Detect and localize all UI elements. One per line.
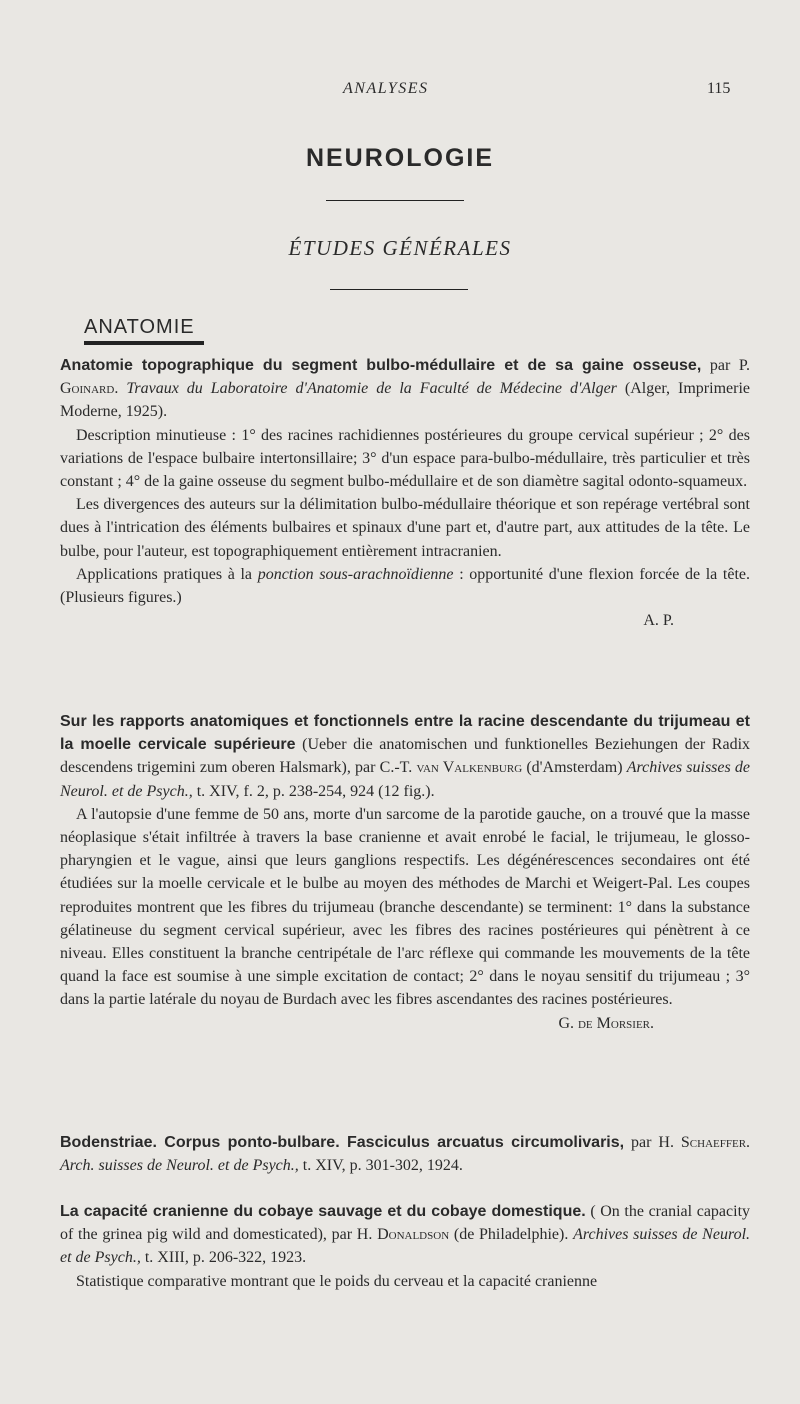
entry-author: Donaldson: [377, 1226, 450, 1244]
paragraph-text: : opportunité d'une flexion forcée de la tête. (Plusieurs figures.): [60, 565, 751, 607]
entry-signature: A. P.: [643, 612, 674, 630]
paragraph: [60, 563, 750, 609]
section-title: NEUROLOGIE: [305, 144, 495, 172]
entry-title: Anatomie topographique du segment bulbo-médullaire et de sa gaine osseuse,: [60, 357, 702, 374]
entry-bodenstriae: [60, 1131, 750, 1177]
entry-reference: (Ueber die anatomischen und funktionelles Beziehungen der Radix descendens trigemini zum oberen Halsmark), par C.-T.: [60, 736, 751, 777]
entry-heading: [60, 354, 750, 424]
page-number: 115: [707, 80, 731, 97]
rubric-underline: [84, 341, 204, 345]
subsection-divider: [330, 289, 468, 290]
subsection-title: ÉTUDES GÉNÉRALES: [288, 236, 512, 260]
entry-publication: (Alger, Imprimerie Moderne, 1925).: [60, 380, 751, 421]
entry-author: Goinard.: [60, 380, 119, 398]
section-divider: [326, 200, 464, 201]
entry-publication: t. XIV, p. 301-302, 1924.: [302, 1157, 463, 1175]
entry-byline: par H.: [631, 1134, 674, 1151]
paragraph-emphasis: ponction sous-arachnoïdienne: [257, 565, 454, 583]
entry-anatomie-topographique: [60, 354, 750, 632]
entry-journal: Archives suisses de Neurol. et de Psych.,: [60, 759, 751, 800]
entry-author: van Valkenburg: [416, 759, 523, 777]
entry-title: Bodenstriae. Corpus ponto-bulbare. Fasciculus arcuatus circumolivaris,: [60, 1134, 625, 1151]
entry-journal: Arch. suisses de Neurol. et de Psych.,: [60, 1157, 299, 1175]
entry-heading: [60, 1131, 750, 1177]
entry-city: (de Philadelphie).: [453, 1226, 569, 1244]
entry-journal: Archives suisses de Neurol. et de Psych.,: [60, 1226, 751, 1267]
entry-heading: [60, 1200, 750, 1270]
entry-title: Sur les rapports anatomiques et fonctionnels entre la racine descendante du trijumeau et la moelle cervicale supérieure: [60, 713, 750, 754]
entry-byline: par P.: [709, 357, 750, 374]
paragraph: [60, 803, 750, 1032]
rubric-heading: ANATOMIE: [84, 316, 195, 338]
entry-capacite-cranienne: [60, 1200, 750, 1293]
running-head: [0, 80, 800, 100]
running-head-title: ANALYSES: [343, 80, 429, 97]
entry-author: Schaeffer.: [680, 1134, 751, 1151]
entry-publication: t. XIII, p. 206-322, 1923.: [144, 1249, 307, 1267]
entry-publication: t. XIV, f. 2, p. 238-254, 924 (12 fig.).: [196, 782, 435, 800]
entry-heading: [60, 710, 750, 803]
entry-work: Travaux du Laboratoire d'Anatomie de la Faculté de Médecine d'Alger: [126, 380, 617, 398]
entry-rapports-trijumeau: [60, 710, 750, 1035]
paragraph: Description minutieuse : 1° des racines rachidiennes postérieures du groupe cervical supérieur ; 2° des variations de l'espace bulbaire intertonsillaire; 3° d'un espace para-bulbo-médullaire, très particulier et très constant ; 4° de la gaine osseuse du segment bulbo-médullaire et de son diamètre sagital odonto-squameux.: [60, 426, 750, 491]
paragraph: Statistique comparative montrant que le poids du cerveau et la capacité cranienne: [76, 1272, 598, 1290]
entry-city: (d'Amsterdam): [526, 759, 623, 777]
paragraph-text: Applications pratiques à la: [76, 565, 253, 583]
paragraph: Les divergences des auteurs sur la délimitation bulbo-médullaire théorique et son repérage vertébral sont dues à l'intrication des éléments bulbaires et spinaux d'une part et, d'autre part, aux attitudes de la tête. Le bulbe, pour l'auteur, est topographiquement entièrement intracranien.: [60, 496, 750, 560]
entry-reference: ( On the cranial capacity of the grinea pig wild and domesticated), par H.: [60, 1203, 751, 1244]
paragraph-text: A l'autopsie d'une femme de 50 ans, morte d'un sarcome de la parotide gauche, on a trouvé que la masse néoplasique s'était infiltrée à travers la base cranienne et avait enrobé le facial, le trijumeau, le glosso-pharyngien et le vague, ainsi que leurs ganglions respectifs. Les dégénérescences secondaires ont été étudiées sur la moelle cervicale et le bulbe au moyen des méthodes de Marchi et Weigert-Pal. Les coupes reproduites montrent que les fibres du trijumeau (branche descendante) se terminent: 1° dans la substance gélatineuse du segment cervical supérieur, avec les fibres des racines postérieures qui pénètrent à ce niveau. Elles constituent la branche centripétale de l'arc réflexe qui commande les mouvements de la tête quand la face est soumise à une simple excitation de contact; 2° dans le noyau sensitif du trijumeau ; 3° dans la partie latérale du noyau de Burdach avec les fibres ascendantes des racines postérieures.: [60, 805, 750, 1009]
entry-title: La capacité cranienne du cobaye sauvage et du cobaye domestique.: [60, 1203, 586, 1220]
entry-signature: G. de Morsier.: [558, 1014, 654, 1032]
